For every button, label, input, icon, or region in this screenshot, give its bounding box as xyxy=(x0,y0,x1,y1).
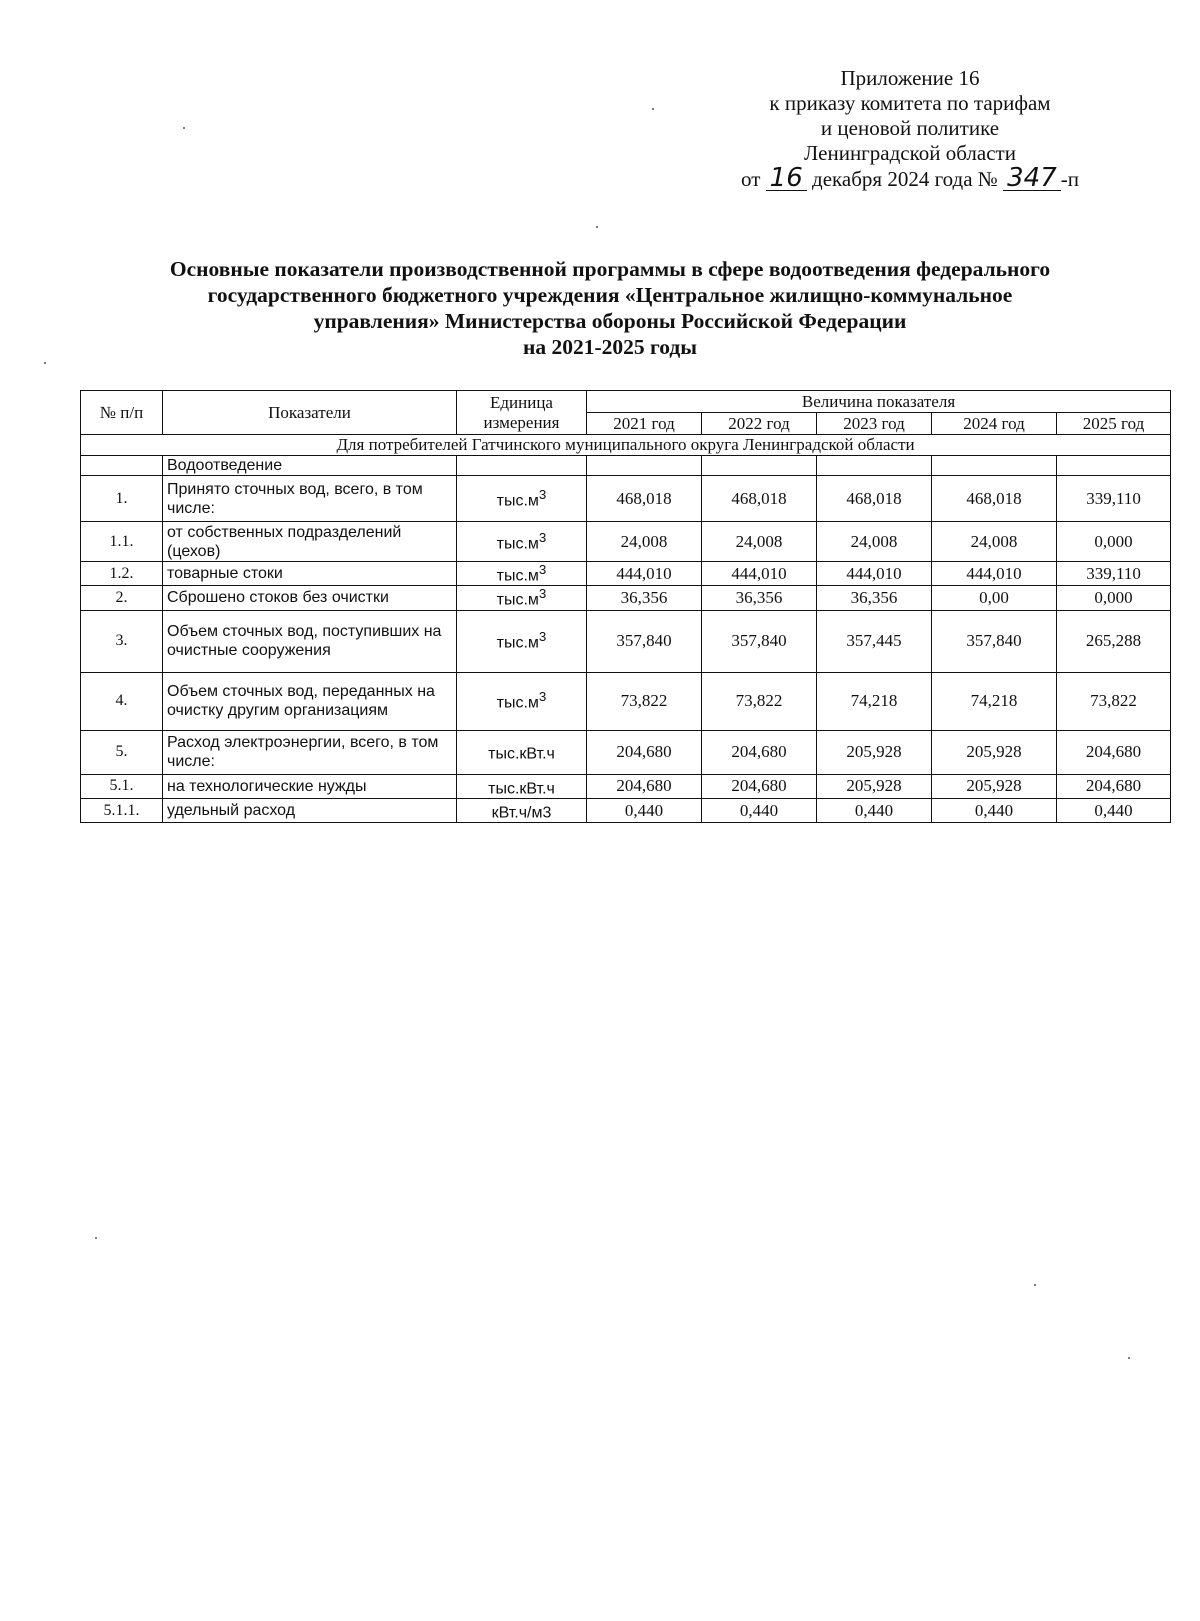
row-value: 357,840 xyxy=(932,610,1057,672)
unit-text: тыс.м xyxy=(496,694,539,712)
row-value: 357,445 xyxy=(817,610,932,672)
row-number: 5. xyxy=(81,730,163,774)
row-value: 357,840 xyxy=(702,610,817,672)
table-row xyxy=(81,476,1171,522)
indicators-table xyxy=(80,390,1171,823)
row-value: 74,218 xyxy=(932,672,1057,730)
row-value: 204,680 xyxy=(587,774,702,798)
row-unit xyxy=(457,522,587,562)
row-unit xyxy=(457,586,587,610)
unit-superscript: 3 xyxy=(538,486,547,502)
title-line-1: Основные показатели производственной программы в сфере водоотведения федерального xyxy=(169,257,1051,281)
title-line-2: государственного бюджетного учреждения «Центральное жилищно-коммунальное xyxy=(207,283,1013,307)
unit-superscript: 3 xyxy=(538,689,547,705)
row-number: 4. xyxy=(81,672,163,730)
row-value: 24,008 xyxy=(817,522,932,562)
appendix-line-4: Ленинградской области xyxy=(804,141,1016,165)
header-year: 2021 год xyxy=(587,413,702,435)
row-value: 339,110 xyxy=(1057,476,1171,522)
row-indicator: Объем сточных вод, поступивших на очистные сооружения xyxy=(163,610,457,672)
date-prefix: от xyxy=(741,167,761,191)
unit-superscript: 3 xyxy=(538,586,547,602)
row-value: 205,928 xyxy=(932,774,1057,798)
header-unit: Единица измерения xyxy=(457,391,587,435)
region-row: Для потребителей Гатчинского муниципального округа Ленинградской области xyxy=(81,435,1171,456)
table-row xyxy=(81,730,1171,774)
row-value: 74,218 xyxy=(817,672,932,730)
row-number: 3. xyxy=(81,610,163,672)
header-year: 2025 год xyxy=(1057,413,1171,435)
row-value: 73,822 xyxy=(587,672,702,730)
appendix-line-1: Приложение 16 xyxy=(840,66,980,90)
empty-cell xyxy=(587,456,702,476)
row-value: 36,356 xyxy=(702,586,817,610)
row-value: 204,680 xyxy=(702,774,817,798)
header-value-group: Величина показателя xyxy=(587,391,1171,413)
row-indicator: от собственных подразделений (цехов) xyxy=(163,522,457,562)
table-row xyxy=(81,774,1171,798)
empty-cell xyxy=(457,456,587,476)
row-value: 73,822 xyxy=(1057,672,1171,730)
row-value: 357,840 xyxy=(587,610,702,672)
header-year: 2024 год xyxy=(932,413,1057,435)
empty-cell xyxy=(702,456,817,476)
row-indicator: Сброшено стоков без очистки xyxy=(163,586,457,610)
unit-superscript: 3 xyxy=(538,629,547,645)
row-value: 73,822 xyxy=(702,672,817,730)
row-number: 5.1. xyxy=(81,774,163,798)
appendix-line-3: и ценовой политике xyxy=(820,116,1000,140)
row-value: 0,440 xyxy=(817,798,932,822)
unit-text: тыс.кВт.ч xyxy=(488,779,555,797)
row-value: 204,680 xyxy=(702,730,817,774)
appendix-date-line xyxy=(700,163,1120,193)
row-unit xyxy=(457,774,587,798)
row-value: 265,288 xyxy=(1057,610,1171,672)
row-value: 444,010 xyxy=(702,562,817,586)
row-unit xyxy=(457,730,587,774)
row-value: 205,928 xyxy=(817,774,932,798)
header-indicator: Показатели xyxy=(163,391,457,435)
row-value: 24,008 xyxy=(932,522,1057,562)
header-year: 2022 год xyxy=(702,413,817,435)
row-value: 205,928 xyxy=(932,730,1057,774)
row-value: 0,440 xyxy=(587,798,702,822)
row-value: 24,008 xyxy=(702,522,817,562)
table-body xyxy=(81,476,1171,823)
row-indicator: Объем сточных вод, переданных на очистку другим организациям xyxy=(163,672,457,730)
row-indicator: удельный расход xyxy=(163,798,457,822)
row-number: 1.2. xyxy=(81,562,163,586)
header-num: № п/п xyxy=(81,391,163,435)
table-row xyxy=(81,522,1171,562)
row-value: 204,680 xyxy=(1057,774,1171,798)
unit-text: тыс.м xyxy=(496,567,539,585)
row-value: 468,018 xyxy=(932,476,1057,522)
row-value: 444,010 xyxy=(587,562,702,586)
unit-text: тыс.м xyxy=(496,634,539,652)
row-indicator: Расход электроэнергии, всего, в том числе: xyxy=(163,730,457,774)
unit-text: тыс.м xyxy=(496,492,539,510)
row-unit xyxy=(457,610,587,672)
unit-text: тыс.кВт.ч xyxy=(488,745,555,763)
unit-text: кВт.ч/м3 xyxy=(491,804,552,822)
empty-cell xyxy=(1057,456,1171,476)
row-number: 2. xyxy=(81,586,163,610)
document-title xyxy=(100,256,1120,360)
empty-cell xyxy=(932,456,1057,476)
handwritten-day: 16 xyxy=(766,166,807,191)
table-row xyxy=(81,586,1171,610)
row-value: 0,440 xyxy=(1057,798,1171,822)
row-value: 0,440 xyxy=(932,798,1057,822)
row-unit xyxy=(457,562,587,586)
row-unit xyxy=(457,798,587,822)
row-value: 0,440 xyxy=(702,798,817,822)
row-value: 0,000 xyxy=(1057,586,1171,610)
row-value: 36,356 xyxy=(587,586,702,610)
row-value: 24,008 xyxy=(587,522,702,562)
table-row xyxy=(81,798,1171,822)
row-number: 5.1.1. xyxy=(81,798,163,822)
row-value: 468,018 xyxy=(702,476,817,522)
appendix-block xyxy=(700,66,1120,192)
row-indicator: на технологические нужды xyxy=(163,774,457,798)
unit-superscript: 3 xyxy=(538,529,547,545)
unit-text: тыс.м xyxy=(496,535,539,553)
unit-superscript: 3 xyxy=(538,562,547,577)
row-value: 0,00 xyxy=(932,586,1057,610)
row-unit xyxy=(457,476,587,522)
appendix-line-2: к приказу комитета по тарифам xyxy=(769,91,1051,115)
row-indicator: Принято сточных вод, всего, в том числе: xyxy=(163,476,457,522)
row-value: 204,680 xyxy=(1057,730,1171,774)
section-row: Водоотведение xyxy=(163,456,457,476)
row-value: 339,110 xyxy=(1057,562,1171,586)
row-value: 205,928 xyxy=(817,730,932,774)
unit-text: тыс.м xyxy=(496,591,539,609)
row-value: 204,680 xyxy=(587,730,702,774)
title-line-4: на 2021-2025 годы xyxy=(522,335,698,359)
row-indicator: товарные стоки xyxy=(163,562,457,586)
empty-cell xyxy=(81,456,163,476)
table-row xyxy=(81,610,1171,672)
row-number: 1.1. xyxy=(81,522,163,562)
row-value: 36,356 xyxy=(817,586,932,610)
row-value: 468,018 xyxy=(817,476,932,522)
row-unit xyxy=(457,672,587,730)
order-suffix: -п xyxy=(1060,167,1079,191)
row-value: 444,010 xyxy=(932,562,1057,586)
title-line-3: управления» Министерства обороны Российской Федерации xyxy=(313,309,907,333)
table-row xyxy=(81,562,1171,586)
empty-cell xyxy=(817,456,932,476)
row-value: 444,010 xyxy=(817,562,932,586)
table-row xyxy=(81,672,1171,730)
row-value: 0,000 xyxy=(1057,522,1171,562)
date-middle: декабря 2024 года № xyxy=(812,167,998,191)
header-year: 2023 год xyxy=(817,413,932,435)
row-value: 468,018 xyxy=(587,476,702,522)
handwritten-number: 347 xyxy=(1003,166,1061,191)
row-number: 1. xyxy=(81,476,163,522)
